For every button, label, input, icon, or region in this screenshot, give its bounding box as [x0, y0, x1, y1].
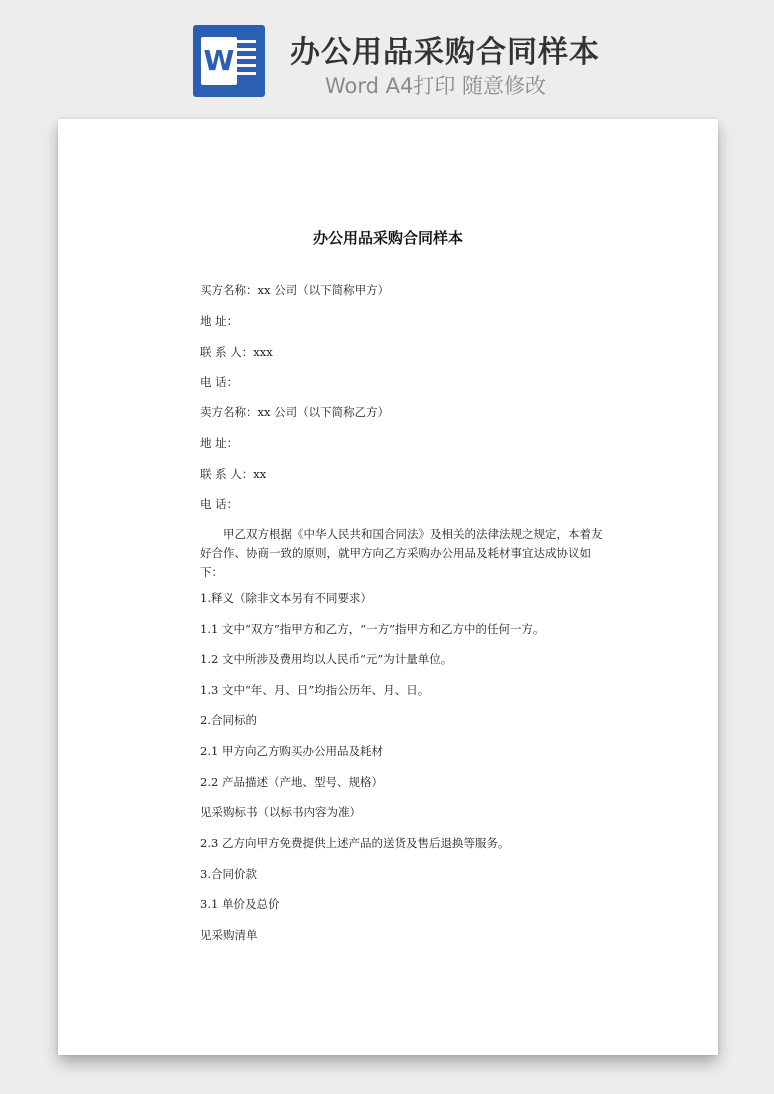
seller-contact: 联 系 人：xx: [200, 467, 267, 481]
buyer-contact: 联 系 人：xxx: [200, 345, 273, 359]
clause: 3.1 单价及总价: [200, 897, 280, 911]
clause: 1.3 文中“年、月、日”均指公历年、月、日。: [200, 683, 430, 697]
word-icon-lines: [234, 40, 256, 80]
watermark: [89, 495, 133, 540]
buyer-name: 买方名称：xx 公司（以下简称甲方）: [200, 283, 390, 297]
seller-name: 卖方名称：xx 公司（以下简称乙方）: [200, 405, 390, 419]
clause: 1.1 文中“双方”指甲方和乙方，“一方”指甲方和乙方中的任何一方。: [200, 622, 545, 636]
word-icon: [193, 25, 265, 97]
clause: 2.3 乙方向甲方免费提供上述产品的送货及售后退换等服务。: [200, 836, 510, 850]
word-icon-letter: W: [201, 37, 237, 85]
clause: 1.释义（除非文本另有不同要求）: [200, 591, 372, 605]
seller-address: 地 址：: [200, 436, 239, 450]
clause: 3.合同价款: [200, 867, 257, 881]
clause: 见采购标书（以标书内容为准）: [200, 805, 361, 819]
document-page: [58, 119, 718, 1055]
clause: 见采购清单: [200, 928, 258, 942]
clause: 2.2 产品描述（产地、型号、规格）: [200, 775, 383, 789]
clause: 2.1 甲方向乙方购买办公用品及耗材: [200, 744, 383, 758]
page-header: [0, 0, 774, 110]
clause: 1.2 文中所涉及费用均以人民币“元”为计量单位。: [200, 652, 453, 666]
page-subtitle: Word A4打印 随意修改: [325, 74, 547, 98]
buyer-address: 地 址：: [200, 314, 239, 328]
buyer-phone: 电 话：: [200, 375, 239, 389]
intro-paragraph: 甲乙双方根据《中华人民共和国合同法》及相关的法律法规之规定，本着友好合作、协商一致的原则，就甲方向乙方采购办公用品及耗材事宜达成协议如下：: [200, 527, 603, 579]
page-title: 办公用品采购合同样本: [290, 35, 600, 70]
clause: 2.合同标的: [200, 713, 257, 727]
seller-phone: 电 话：: [200, 497, 239, 511]
document-title: 办公用品采购合同样本: [312, 229, 463, 247]
